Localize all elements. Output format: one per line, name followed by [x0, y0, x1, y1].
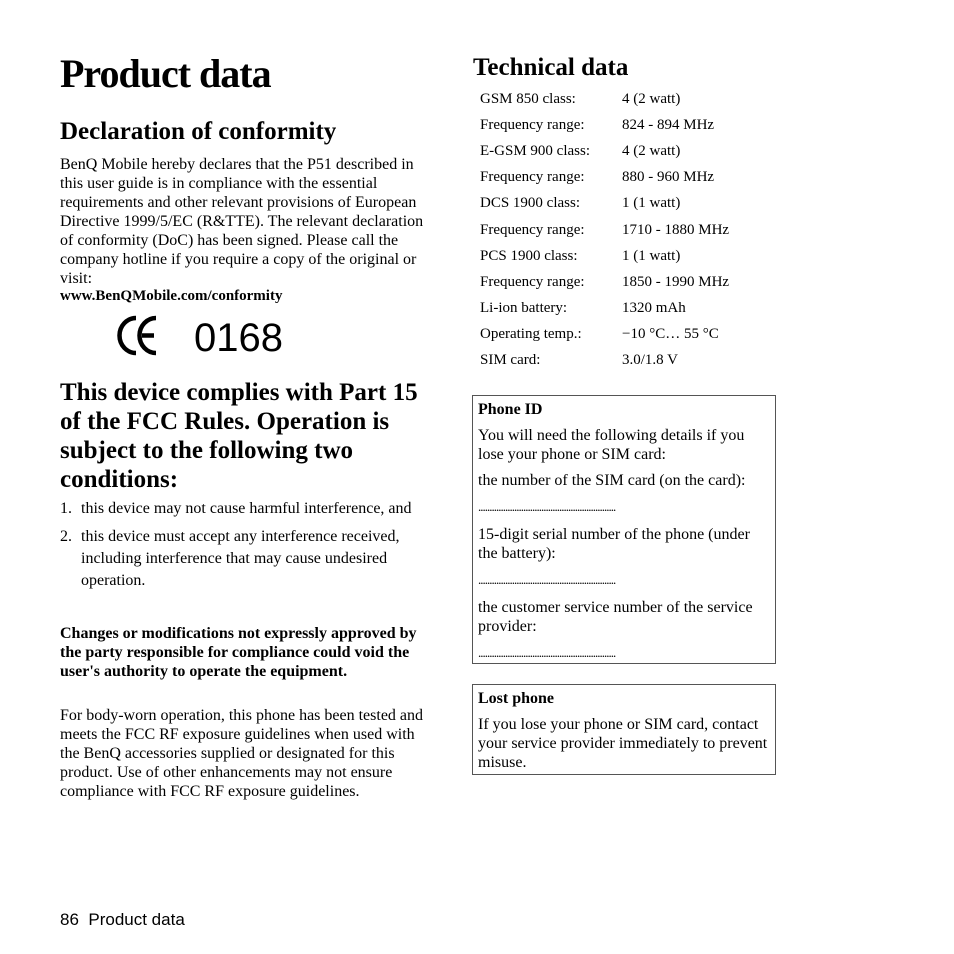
- table-row: [480, 138, 729, 164]
- spec-value: 1 (1 watt): [622, 195, 681, 212]
- list-item: [60, 526, 435, 592]
- spec-label: SIM card:: [480, 352, 541, 369]
- sim-number-label: the number of the SIM card (on the card):: [478, 472, 746, 489]
- spec-label: PCS 1900 class:: [480, 247, 578, 264]
- table-row: [480, 322, 729, 348]
- conformity-url: www.BenQMobile.com/conformity: [60, 288, 283, 304]
- ce-notified-body-number: 0168: [194, 316, 283, 358]
- spec-value: 824 - 894 MHz: [622, 116, 715, 133]
- table-row: [480, 243, 729, 269]
- table-row: [480, 86, 729, 112]
- spec-value: 880 - 960 MHz: [622, 169, 715, 186]
- lost-phone-title: Lost phone: [478, 690, 555, 707]
- lost-phone-box: [472, 684, 776, 775]
- declaration-text: BenQ Mobile hereby declares that the P51 described in this user guide is in compliance with the essential requirements and other relevant provisions of European Directive 1999/5/EC (R&TTE). The relevant declaration of conformity (DoC) has been signed. Please call the company hotline if you require a copy of the original or visit:: [60, 156, 424, 287]
- spec-label: Frequency range:: [480, 273, 585, 290]
- list-number: 1.: [60, 500, 72, 517]
- declaration-heading: Declaration of conformity: [60, 118, 337, 145]
- spec-value: 1710 - 1880 MHz: [622, 221, 730, 238]
- spec-label: E-GSM 900 class:: [480, 142, 590, 159]
- page-number: 86: [60, 910, 79, 929]
- list-number: 2.: [60, 528, 72, 545]
- phone-id-box: [472, 395, 776, 664]
- spec-value: 1 (1 watt): [622, 247, 681, 264]
- table-row: [480, 296, 729, 322]
- service-number-label: the customer service number of the service provider:: [478, 599, 753, 635]
- page-footer: [60, 909, 185, 931]
- table-row: [480, 112, 729, 138]
- spec-value: 3.0/1.8 V: [622, 352, 678, 369]
- page-title: Product data: [60, 51, 271, 96]
- list-text: this device must accept any interference received, including interference that may cause undesired operation.: [81, 528, 400, 589]
- spec-value: 1850 - 1990 MHz: [622, 273, 730, 290]
- footer-section: Product data: [88, 910, 185, 929]
- spec-label: Frequency range:: [480, 116, 585, 133]
- phone-id-intro: You will need the following details if you lose your phone or SIM card:: [478, 427, 745, 463]
- body-worn-text: For body-worn operation, this phone has been tested and meets the FCC RF exposure guidelines when used with the BenQ accessories supplied or designated for this product. Use of other enhancements may not ensure compliance with FCC RF exposure guidelines.: [60, 707, 424, 800]
- spec-value: 4 (2 watt): [622, 90, 681, 107]
- table-row: [480, 217, 729, 243]
- spec-label: DCS 1900 class:: [480, 195, 581, 212]
- phone-id-title: Phone ID: [478, 401, 543, 418]
- service-number-blank: .............................................................: [478, 645, 616, 660]
- serial-number-blank: .............................................................: [478, 572, 616, 587]
- fcc-conditions-list: [60, 498, 435, 598]
- table-row: [480, 348, 729, 374]
- technical-table: [480, 86, 729, 374]
- list-item: [60, 498, 435, 520]
- table-row: [480, 269, 729, 295]
- table-row: [480, 165, 729, 191]
- fcc-warning: Changes or modifications not expressly approved by the party responsible for compliance could void the user's authority to operate the equipment.: [60, 625, 417, 680]
- list-text: this device may not cause harmful interference, and: [81, 500, 412, 517]
- spec-label: Operating temp.:: [480, 326, 582, 343]
- technical-heading: Technical data: [473, 54, 629, 81]
- ce-mark: [115, 314, 295, 358]
- fcc-heading: This device complies with Part 15 of the FCC Rules. Operation is subject to the following two conditions:: [60, 379, 418, 493]
- spec-label: GSM 850 class:: [480, 90, 576, 107]
- lost-phone-text: If you lose your phone or SIM card, contact your service provider immediately to prevent misuse.: [478, 716, 768, 771]
- spec-value: 4 (2 watt): [622, 142, 681, 159]
- spec-value: 1320 mAh: [622, 300, 686, 317]
- table-row: [480, 191, 729, 217]
- serial-number-label: 15-digit serial number of the phone (under the battery):: [478, 526, 750, 562]
- spec-label: Li-ion battery:: [480, 300, 568, 317]
- sim-number-blank: .............................................................: [478, 499, 616, 514]
- spec-label: Frequency range:: [480, 221, 585, 238]
- spec-value: −10 °C… 55 °C: [622, 326, 719, 343]
- spec-label: Frequency range:: [480, 169, 585, 186]
- ce-logo: [120, 318, 157, 353]
